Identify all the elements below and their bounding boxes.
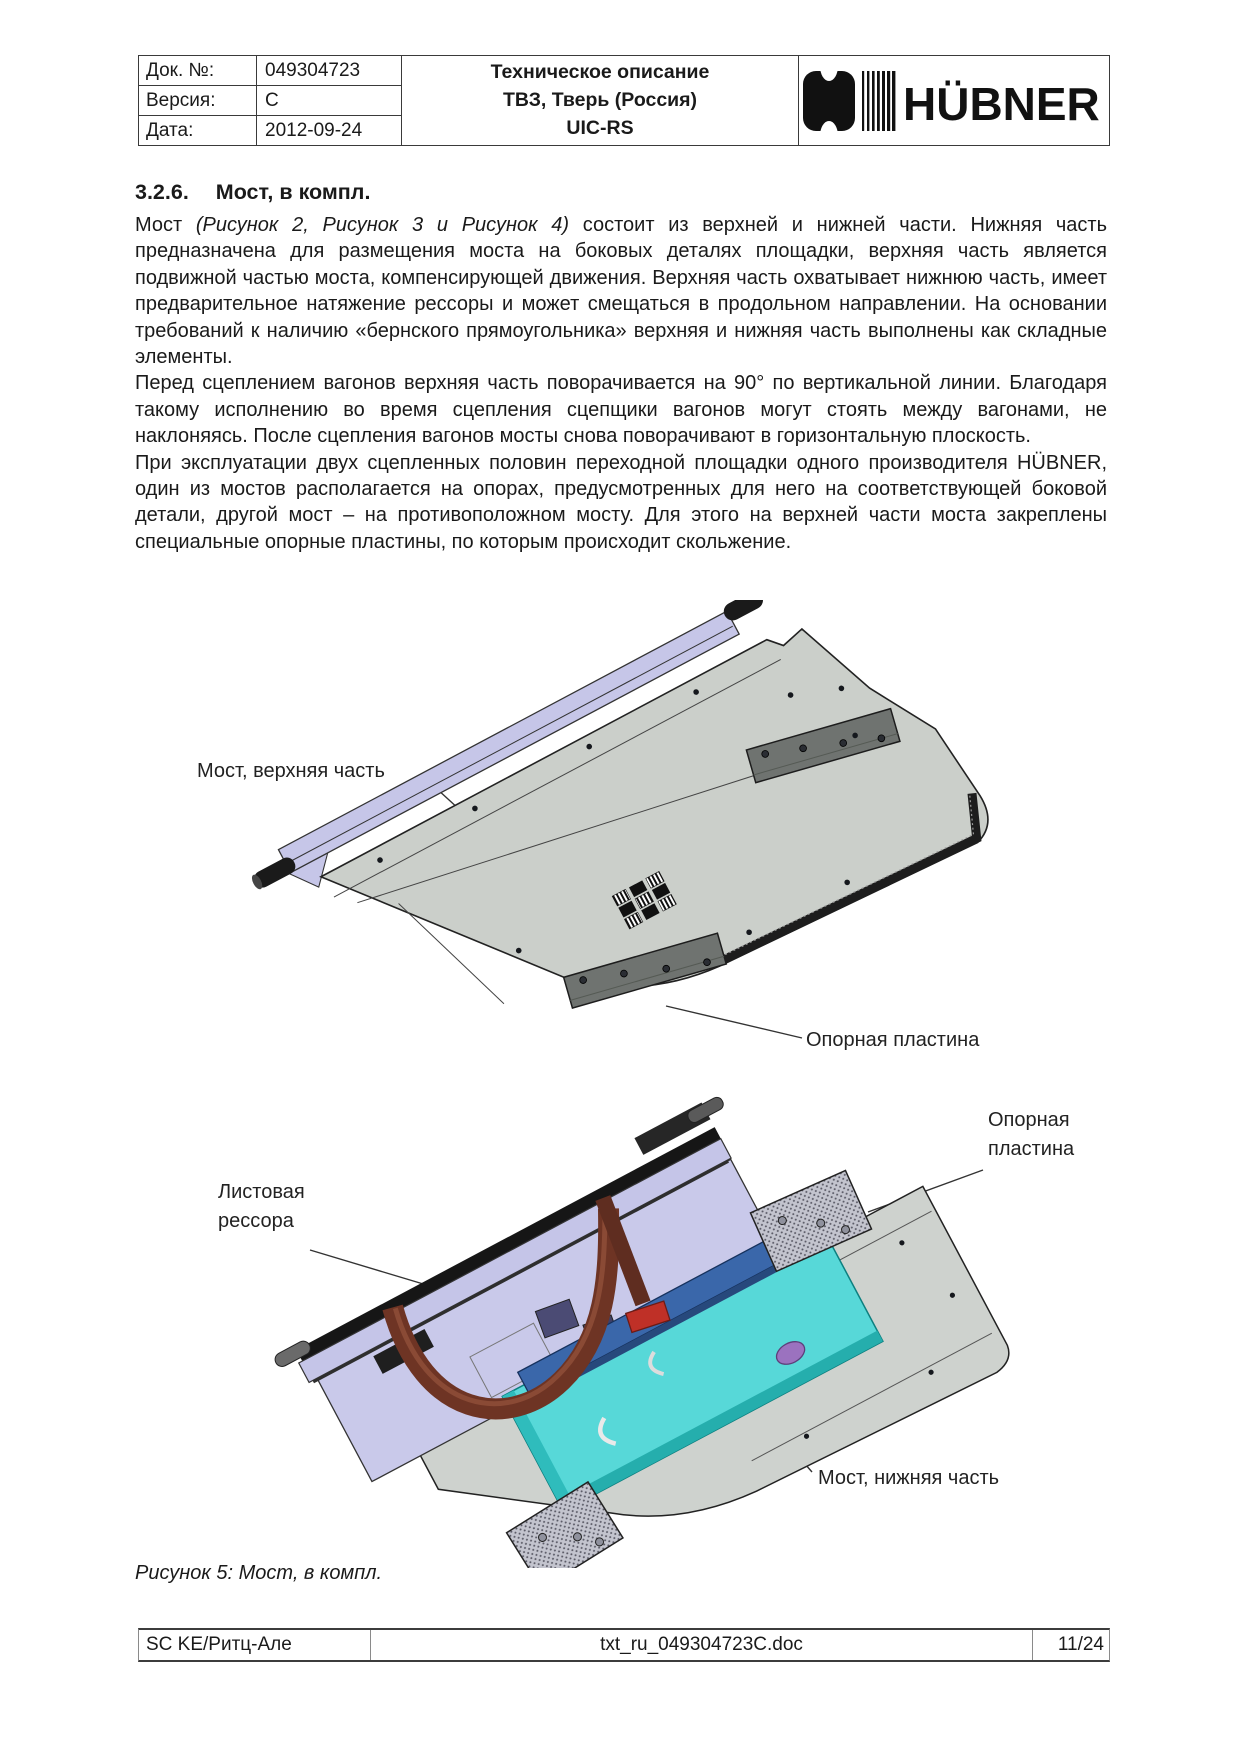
p1-prefix: Мост [135,214,196,236]
doc-number-row [139,56,401,86]
label-support-plate-1: Опорная пластина [806,1029,980,1051]
date-value: 2012-09-24 [265,119,363,141]
footer-filename: txt_ru_049304723C.doc [371,1630,1033,1660]
version-label: Версия: [139,86,257,115]
p1-figure-refs: (Рисунок 2, Рисунок 3 и Рисунок 4) [195,214,570,236]
complete-bridge-diagram [260,1088,1020,1568]
label-leaf-spring [218,1178,305,1236]
label-support-plate-2-line2: пластина [988,1138,1075,1160]
version-row [139,86,401,116]
paragraph-2: Перед сцеплением вагонов верхняя часть поворачивается на 90° по вертикальной линии. Благодаря такому исполнению во время сцепления сцепщики вагонов могут стоять между вагонами, не наклоняясь. После сцепления вагонов мосты снова поворачивают в горизонтальную плоскость. [135,372,1107,448]
date-row [139,116,401,145]
header-table [138,55,1110,146]
p1-rest: состоит из верхней и нижней части. Нижняя часть предназначена для размещения моста на боковых деталях площадки, верхняя часть является подвижной частью моста, компенсирующей движения. Верхняя часть охватывает нижнюю часть, имеет предварительное натяжение рессоры и может смещаться в продольном направлении. На основании требований к наличию «бернского прямоугольника» верхняя и нижняя часть выполнены как складные элементы. [135,214,1108,369]
paragraph-3: При эксплуатации двух сцепленных половин переходной площадки одного производителя HÜBNER, один из мостов располагается на опорах, предусмотренных для него на соответствующей боковой детали, другой мост – на противоположном мосту. Для этого на верхней части моста закреплены специальные опорные пластины, по которым происходит скольжение. [135,451,1107,553]
figure-caption: Рисунок 5: Мост, в компл. [135,1562,383,1584]
doc-meta-table [139,56,402,145]
logo-h-icon [803,69,855,133]
label-upper-bridge: Мост, верхняя часть [197,760,385,782]
label-lower-bridge: Мост, нижняя часть [818,1467,1000,1489]
label-support-plate-2 [988,1106,1074,1164]
doc-number-label: Док. №: [139,56,257,85]
label-leaf-spring-line2: рессора [218,1210,294,1232]
section-heading [135,180,1107,205]
footer-table [138,1628,1110,1662]
logo-text: HÜBNER [903,77,1100,130]
hubner-logo [799,56,1109,145]
footer-page-number: 11/24 [1057,1634,1104,1655]
section-number: 3.2.6. [135,180,189,204]
main-content [135,180,1107,555]
footer-author: SC KE/Ритц-Але [139,1630,371,1660]
logo-bellows-icon [862,71,895,131]
leader-support-plate-1 [666,1006,802,1038]
doc-title: Техническое описание [490,61,710,83]
upper-bridge-diagram [190,600,1020,1070]
section-title: Мост, в компл. [215,180,371,204]
label-support-plate-2-line1: Опорная [988,1109,1070,1131]
paragraph-1 [135,212,1107,370]
date-label: Дата: [139,116,257,145]
version-value: C [265,89,279,111]
doc-standard: UIC-RS [566,117,634,139]
doc-subtitle: ТВЗ, Тверь (Россия) [502,89,698,111]
label-leaf-spring-line1: Листовая [218,1181,305,1203]
doc-title-block [402,56,799,145]
hubner-logo-icon [801,69,1107,133]
doc-number-value: 049304723 [265,59,361,81]
